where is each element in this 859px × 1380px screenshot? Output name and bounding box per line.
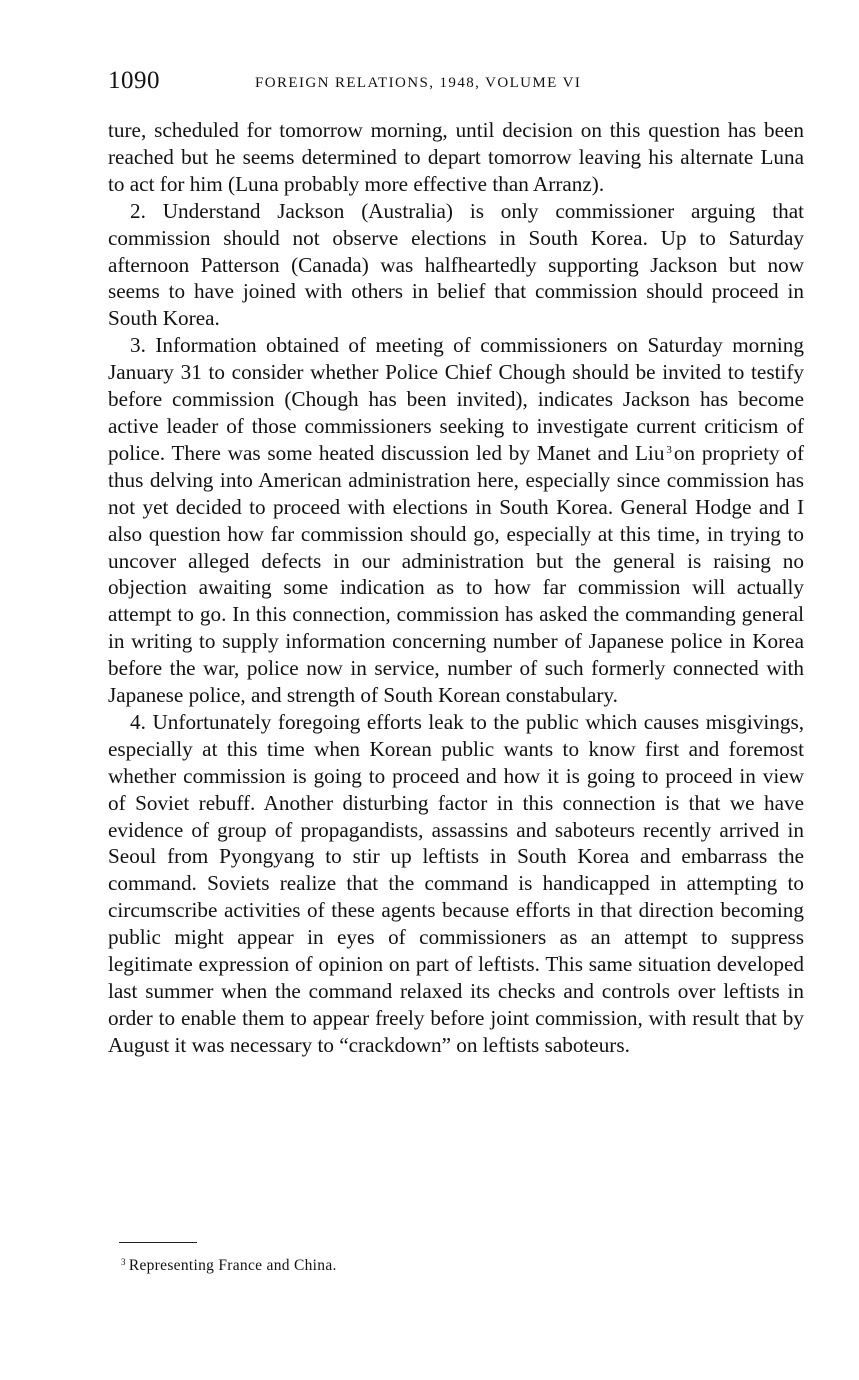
paragraph-4: 4. Unfortunately foregoing efforts leak to the public which causes misgivings, especially at this time when Korean public wants to know first and foremost whether commission is going to proceed and how it is going to proceed in view of Soviet rebuff. Another disturbing factor in this connection is that we have evidence of group of propagandists, assassins and saboteurs recently arrived in Seoul from Pyongyang to stir up leftists in South Korea and embarrass the command. Soviets realize that the command is handicapped in attempting to circumscribe activities of these agents because efforts in that direction becoming public might appear in eyes of commissioners as an attempt to suppress legitimate expression of opinion on part of leftists. This same situation developed last summer when the command relaxed its checks and controls over leftists in order to enable them to appear freely before joint commission, with result that by August it was necessary to “crackdown” on leftists saboteurs. <box>108 709 804 1057</box>
paragraph-continued: ture, scheduled for tomorrow morning, until decision on this question has been reached but he seems determined to depart tomorrow leaving his alternate Luna to act for him (Luna probably more effective than Arranz). <box>108 118 804 196</box>
footnote-reference: 3 <box>666 443 672 456</box>
page-number: 1090 <box>108 67 160 94</box>
running-head: FOREIGN RELATIONS, 1948, VOLUME VI <box>255 75 582 91</box>
paragraph-3 <box>108 332 804 709</box>
footnote-text: Representing France and China. <box>128 1257 337 1274</box>
paragraph-3-text-a: 3. Information obtained of meeting of commissioners on Saturday morning January 31 to consider whether Police Chief Chough should be invited to testify before commission (Chough has been invited), indicates Jackson has become active leader of those commissioners seeking to investigate current criticism of police. There was some heated discussion led by Manet and Liu <box>108 333 804 465</box>
footnote-marker: 3 <box>121 1257 126 1267</box>
paragraph-2: 2. Understand Jackson (Australia) is only commissioner arguing that commission should not observe elections in South Korea. Up to Saturday afternoon Patterson (Canada) was halfheartedly supporting Jackson but now seems to have joined with others in belief that commission should proceed in South Korea. <box>108 198 804 331</box>
footnote <box>121 1252 337 1276</box>
body-text <box>108 117 804 1059</box>
footnote-divider <box>119 1242 197 1243</box>
page-header <box>108 66 808 96</box>
paragraph-3-text-b: on propriety of thus delving into American administration here, especially since commission has not yet decided to proceed with elections in South Korea. General Hodge and I also question how far commission should go, especially at this time, in trying to uncover alleged defects in our administration but the general is raising no objection awaiting some indication as to how far commission will actually attempt to go. In this connection, commission has asked the commanding general in writing to supply information concerning number of Japanese police in Korea before the war, police now in service, number of such formerly connected with Japanese police, and strength of South Korean constabulary. <box>108 440 804 708</box>
